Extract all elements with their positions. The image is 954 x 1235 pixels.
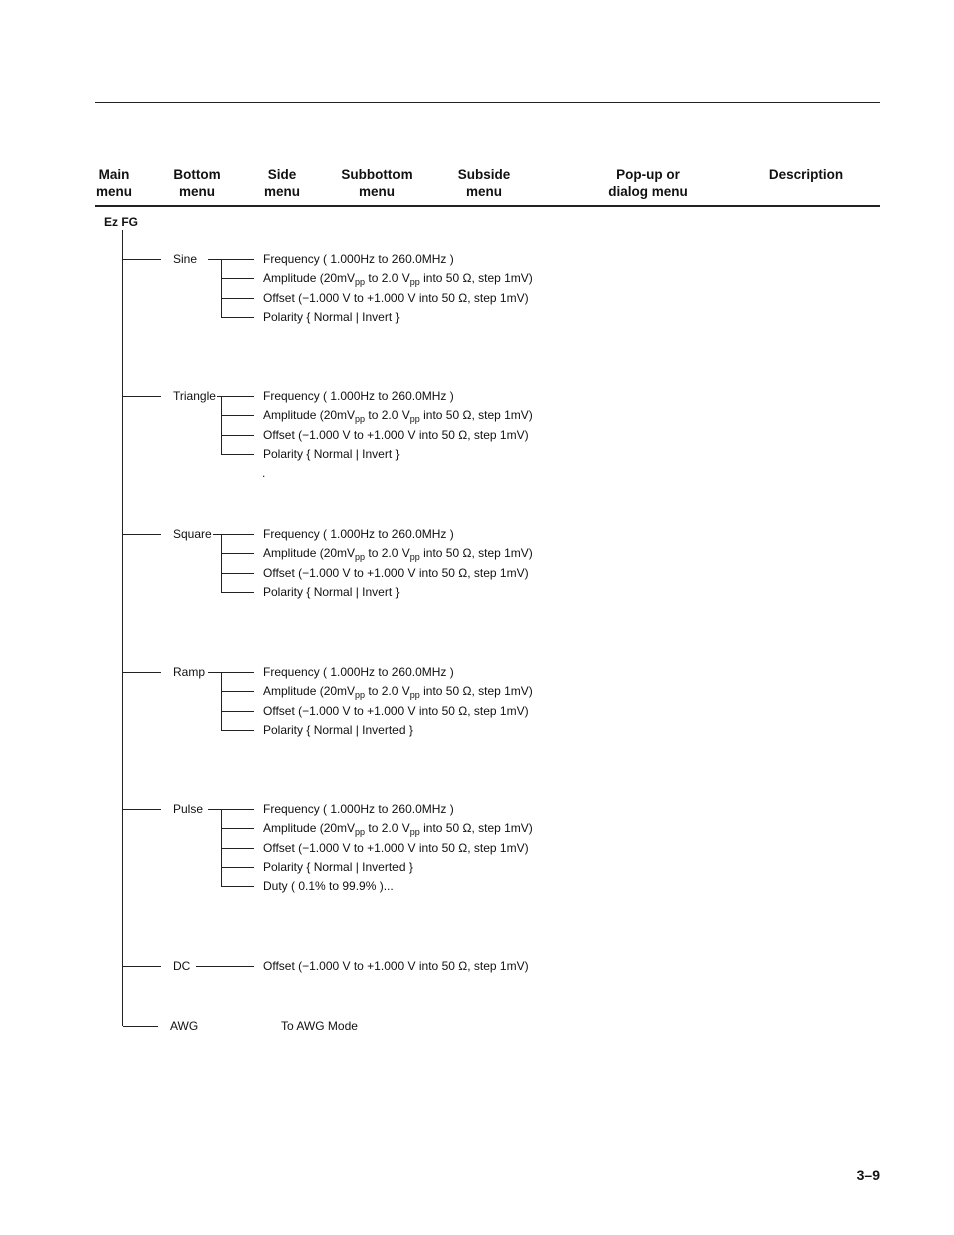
item-tick-line: [221, 848, 254, 849]
item-text-pre: Amplitude (20mV: [263, 546, 356, 561]
item-text-pre: Offset (−1.000 V to +1.000 V into 50 Ω, step 1mV): [263, 840, 529, 855]
branch-line: [123, 672, 161, 673]
side-menu-item: [263, 821, 533, 838]
item-tick-line: [221, 298, 254, 299]
side-bracket-line: [221, 396, 222, 454]
bottom-menu-awg: AWG: [170, 1019, 199, 1033]
item-text-mid: to 2.0 V: [365, 546, 410, 561]
note-mark: .: [262, 466, 266, 481]
item-text-s2: pp: [409, 414, 420, 425]
side-menu-item: [263, 546, 533, 563]
branch-line: [123, 1026, 158, 1027]
header-description: Description: [768, 167, 844, 182]
connector-line: [213, 534, 254, 535]
side-menu-item: [263, 252, 454, 266]
item-text-s2: pp: [409, 552, 420, 563]
item-tick-line: [221, 553, 254, 554]
item-text-mid: to 2.0 V: [365, 271, 410, 286]
item-text-pre: Frequency ( 1.000Hz to 260.0MHz ): [263, 252, 454, 266]
item-text-mid: to 2.0 V: [365, 408, 410, 423]
side-menu-item: [263, 428, 529, 442]
item-text-pre: Polarity { Normal | Invert }: [263, 446, 400, 461]
bottom-menu-ramp: Ramp: [173, 665, 206, 679]
item-text-pre: Frequency ( 1.000Hz to 260.0MHz ): [263, 527, 454, 541]
side-menu-item: [263, 389, 454, 403]
side-menu-item: [263, 566, 529, 580]
item-tick-line: [221, 711, 254, 712]
item-tick-line: [221, 573, 254, 574]
branch-line: [123, 534, 161, 535]
bottom-menu-square: Square: [173, 527, 212, 541]
side-menu-item: [263, 684, 533, 701]
side-menu-item: [263, 585, 400, 599]
side-menu-item: [263, 879, 394, 893]
item-text-s1: pp: [355, 277, 366, 288]
item-text-post: into 50 Ω, step 1mV): [419, 271, 533, 286]
tree-trunk-line: [122, 230, 123, 1026]
side-menu-item: [263, 841, 529, 855]
item-text-pre: Duty ( 0.1% to 99.9% )...: [263, 879, 394, 894]
item-tick-line: [221, 592, 254, 593]
item-text-mid: to 2.0 V: [365, 821, 410, 836]
item-text-s1: pp: [355, 690, 366, 701]
item-text-pre: Polarity { Normal | Inverted }: [263, 859, 413, 874]
side-menu-item: [263, 408, 533, 425]
bottom-menu-dc: DC: [173, 959, 191, 973]
branch-line: [123, 396, 161, 397]
side-menu-item: [281, 1019, 358, 1033]
item-tick-line: [221, 435, 254, 436]
side-menu-item: [263, 291, 529, 305]
branch-line: [123, 809, 161, 810]
item-tick-line: [221, 415, 254, 416]
item-text-post: into 50 Ω, step 1mV): [419, 684, 533, 699]
header-popup-menu: Pop-up or dialog menu: [608, 167, 688, 199]
item-tick-line: [221, 730, 254, 731]
header-main-menu: Main menu: [95, 167, 133, 199]
bottom-menu-pulse: Pulse: [173, 802, 204, 816]
item-text-pre: Frequency ( 1.000Hz to 260.0MHz ): [263, 802, 454, 816]
side-menu-item: [263, 271, 533, 288]
connector-line: [208, 809, 254, 810]
header-bottom-menu: Bottom menu: [173, 167, 221, 199]
item-text-pre: To AWG Mode: [281, 1019, 358, 1033]
item-text-pre: Offset (−1.000 V to +1.000 V into 50 Ω, step 1mV): [263, 959, 529, 973]
branch-line: [123, 966, 161, 967]
item-text-pre: Amplitude (20mV: [263, 408, 356, 423]
branch-line: [123, 259, 161, 260]
side-menu-item: [263, 723, 413, 737]
side-bracket-line: [221, 259, 222, 317]
item-tick-line: [221, 867, 254, 868]
item-text-s1: pp: [355, 414, 366, 425]
connector-line: [217, 396, 254, 397]
item-tick-line: [221, 886, 254, 887]
item-text-post: into 50 Ω, step 1mV): [419, 408, 533, 423]
header-rule: [95, 205, 880, 207]
top-rule: [95, 102, 880, 103]
item-text-mid: to 2.0 V: [365, 684, 410, 699]
item-text-pre: Offset (−1.000 V to +1.000 V into 50 Ω, step 1mV): [263, 427, 529, 442]
side-menu-item: [263, 310, 400, 324]
item-text-s2: pp: [409, 277, 420, 288]
item-text-pre: Offset (−1.000 V to +1.000 V into 50 Ω, step 1mV): [263, 565, 529, 580]
header-subside-menu: Subside menu: [457, 167, 511, 199]
side-menu-item: [263, 802, 454, 816]
item-text-post: into 50 Ω, step 1mV): [419, 821, 533, 836]
side-menu-item: [263, 959, 529, 973]
item-text-s2: pp: [409, 690, 420, 701]
side-menu-item: [263, 447, 400, 461]
item-text-pre: Polarity { Normal | Invert }: [263, 309, 400, 324]
bottom-menu-triangle: Triangle: [173, 389, 216, 403]
item-text-s2: pp: [409, 827, 420, 838]
connector-line: [208, 672, 254, 673]
item-text-s1: pp: [355, 827, 366, 838]
item-text-pre: Frequency ( 1.000Hz to 260.0MHz ): [263, 389, 454, 403]
main-menu-ez-fg: Ez FG: [104, 215, 139, 229]
side-menu-item: [263, 665, 454, 679]
item-tick-line: [221, 317, 254, 318]
item-text-s1: pp: [355, 552, 366, 563]
connector-line: [208, 259, 254, 260]
header-side-menu: Side menu: [263, 167, 301, 199]
side-menu-item: [263, 527, 454, 541]
header-subbottom-menu: Subbottom menu: [341, 167, 413, 199]
bottom-menu-sine: Sine: [173, 252, 198, 266]
side-menu-item: [263, 860, 413, 874]
item-text-pre: Frequency ( 1.000Hz to 260.0MHz ): [263, 665, 454, 679]
item-text-pre: Polarity { Normal | Inverted }: [263, 722, 413, 737]
item-text-post: into 50 Ω, step 1mV): [419, 546, 533, 561]
connector-line: [196, 966, 254, 967]
item-tick-line: [221, 691, 254, 692]
side-menu-item: [263, 704, 529, 718]
page-number: 3–9: [856, 1167, 880, 1183]
side-bracket-line: [221, 534, 222, 592]
item-tick-line: [221, 828, 254, 829]
item-tick-line: [221, 454, 254, 455]
item-text-pre: Amplitude (20mV: [263, 684, 356, 699]
item-tick-line: [221, 278, 254, 279]
item-text-pre: Offset (−1.000 V to +1.000 V into 50 Ω, step 1mV): [263, 290, 529, 305]
item-text-pre: Offset (−1.000 V to +1.000 V into 50 Ω, step 1mV): [263, 703, 529, 718]
item-text-pre: Amplitude (20mV: [263, 271, 356, 286]
item-text-pre: Amplitude (20mV: [263, 821, 356, 836]
side-bracket-line: [221, 672, 222, 730]
item-text-pre: Polarity { Normal | Invert }: [263, 584, 400, 599]
